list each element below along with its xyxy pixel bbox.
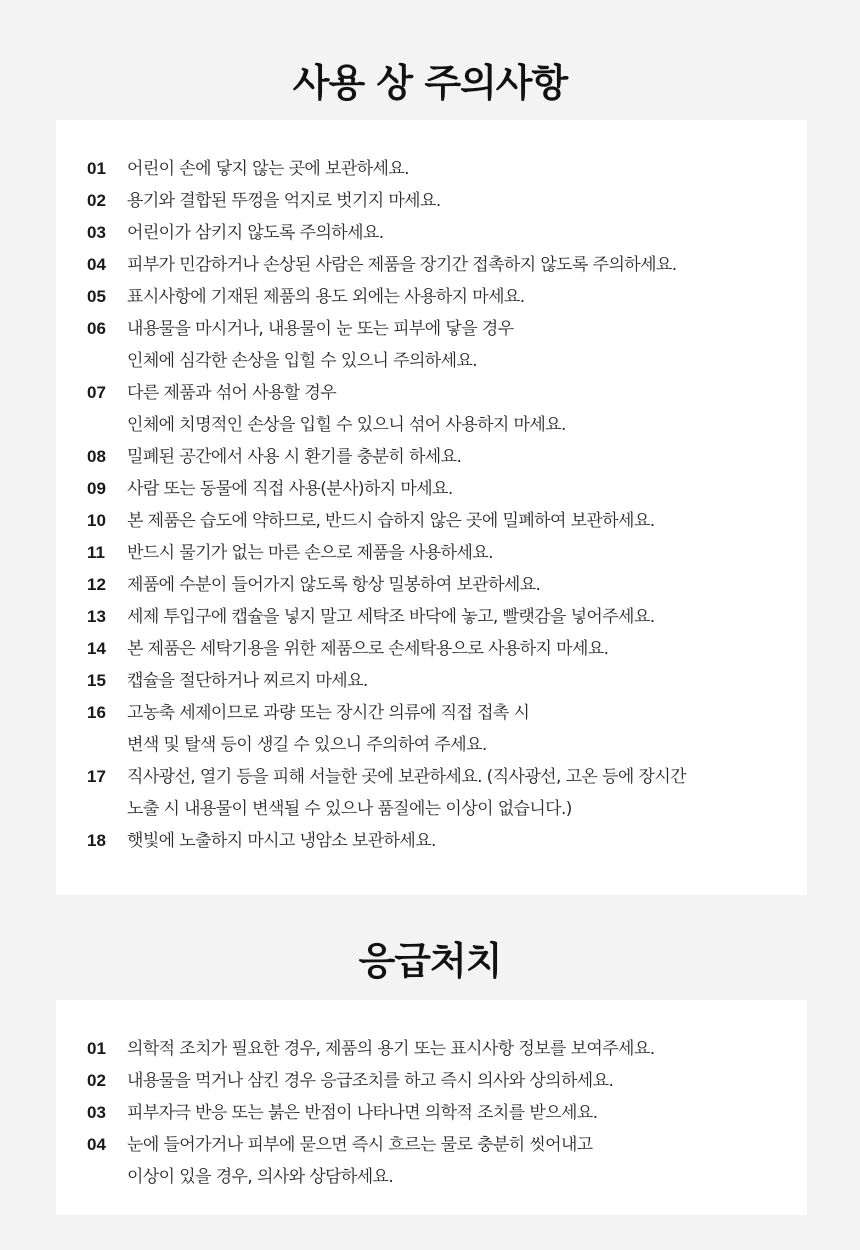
list-item <box>87 665 686 697</box>
item-text <box>127 697 529 761</box>
item-text-line: 본 제품은 세탁기용을 위한 제품으로 손세탁용으로 사용하지 마세요. <box>127 639 609 659</box>
item-number: 17 <box>87 767 106 786</box>
item-text-line: 직사광선, 열기 등을 피해 서늘한 곳에 보관하세요. (직사광선, 고온 등에 장시간 <box>127 767 686 787</box>
first-aid-list <box>87 1033 655 1193</box>
item-text-line: 고농축 세제이므로 과량 또는 장시간 의류에 직접 접촉 시 <box>127 703 530 723</box>
list-item <box>87 825 686 857</box>
item-text <box>127 1129 593 1193</box>
item-number: 03 <box>87 223 106 242</box>
item-text <box>127 281 525 313</box>
item-number: 01 <box>87 159 106 178</box>
item-text <box>127 377 566 441</box>
item-number: 18 <box>87 831 106 850</box>
item-number: 11 <box>87 543 105 562</box>
list-item <box>87 473 686 505</box>
list-item <box>87 1097 655 1129</box>
item-number: 15 <box>87 671 106 690</box>
item-text-line: 햇빛에 노출하지 마시고 냉암소 보관하세요. <box>127 831 436 851</box>
item-text-line: 캡슐을 절단하거나 찌르지 마세요. <box>127 671 368 691</box>
list-item <box>87 313 686 377</box>
item-text <box>127 249 677 281</box>
item-text <box>127 1097 597 1129</box>
item-number: 04 <box>87 1135 106 1154</box>
list-item <box>87 633 686 665</box>
item-text-line: 노출 시 내용물이 변색될 수 있으나 품질에는 이상이 없습니다.) <box>127 799 572 819</box>
list-item <box>87 153 686 185</box>
list-item <box>87 505 686 537</box>
item-text <box>127 1065 613 1097</box>
item-text <box>127 633 608 665</box>
item-text-line: 세제 투입구에 캡슐을 넣지 말고 세탁조 바닥에 놓고, 빨랫감을 넣어주세요. <box>127 607 655 627</box>
list-item <box>87 1065 655 1097</box>
item-number: 09 <box>87 479 106 498</box>
list-item <box>87 1129 655 1193</box>
item-text-line: 어린이가 삼키지 않도록 주의하세요. <box>127 223 384 243</box>
list-item <box>87 377 686 441</box>
item-number: 03 <box>87 1103 106 1122</box>
item-number: 02 <box>87 1071 106 1090</box>
item-text-line: 밀폐된 공간에서 사용 시 환기를 충분히 하세요. <box>127 447 462 467</box>
list-item <box>87 441 686 473</box>
item-text-line: 피부자극 반응 또는 붉은 반점이 나타나면 의학적 조치를 받으세요. <box>127 1103 598 1123</box>
list-item <box>87 697 686 761</box>
item-number: 05 <box>87 287 106 306</box>
item-number: 07 <box>87 383 106 402</box>
item-text-line: 어린이 손에 닿지 않는 곳에 보관하세요. <box>127 159 409 179</box>
precautions-title: 사용 상 주의사항 <box>292 61 568 105</box>
item-text <box>127 665 368 697</box>
item-text-line: 눈에 들어가거나 피부에 묻으면 즉시 흐르는 물로 충분히 씻어내고 <box>127 1135 593 1155</box>
item-text-line: 반드시 물기가 없는 마른 손으로 제품을 사용하세요. <box>127 543 493 563</box>
first-aid-panel <box>56 1000 807 1215</box>
list-item <box>87 1033 655 1065</box>
precautions-panel <box>56 120 807 895</box>
precautions-list <box>87 153 686 857</box>
item-text-line: 용기와 결합된 뚜껑을 억지로 벗기지 마세요. <box>127 191 441 211</box>
item-text <box>127 313 514 377</box>
item-text-line: 본 제품은 습도에 약하므로, 반드시 습하지 않은 곳에 밀폐하여 보관하세요. <box>127 511 655 531</box>
item-text <box>127 601 655 633</box>
list-item <box>87 761 686 825</box>
item-text <box>127 569 540 601</box>
item-number: 12 <box>87 575 106 594</box>
item-number: 16 <box>87 703 106 722</box>
item-text <box>127 217 384 249</box>
item-number: 01 <box>87 1039 106 1058</box>
item-text <box>127 473 453 505</box>
list-item <box>87 249 686 281</box>
item-text <box>127 441 461 473</box>
list-item <box>87 281 686 313</box>
list-item <box>87 537 686 569</box>
item-text-line: 피부가 민감하거나 손상된 사람은 제품을 장기간 접촉하지 않도록 주의하세요. <box>127 255 677 275</box>
item-text-line: 인체에 심각한 손상을 입힐 수 있으니 주의하세요. <box>127 351 478 371</box>
item-text <box>127 505 655 537</box>
item-text <box>127 825 436 857</box>
list-item <box>87 569 686 601</box>
list-item <box>87 185 686 217</box>
item-number: 02 <box>87 191 106 210</box>
list-item <box>87 601 686 633</box>
item-text-line: 표시사항에 기재된 제품의 용도 외에는 사용하지 마세요. <box>127 287 525 307</box>
item-number: 08 <box>87 447 106 466</box>
item-text-line: 제품에 수분이 들어가지 않도록 항상 밀봉하여 보관하세요. <box>127 575 541 595</box>
item-text-line: 다른 제품과 섞어 사용할 경우 <box>127 383 337 403</box>
item-text <box>127 153 409 185</box>
item-text-line: 내용물을 마시거나, 내용물이 눈 또는 피부에 닿을 경우 <box>127 319 514 339</box>
item-number: 10 <box>87 511 106 530</box>
item-number: 13 <box>87 607 106 626</box>
item-text-line: 의학적 조치가 필요한 경우, 제품의 용기 또는 표시사항 정보를 보여주세요. <box>127 1039 655 1059</box>
item-number: 06 <box>87 319 106 338</box>
list-item <box>87 217 686 249</box>
item-number: 14 <box>87 639 106 658</box>
item-text <box>127 761 686 825</box>
item-text-line: 사람 또는 동물에 직접 사용(분사)하지 마세요. <box>127 479 453 499</box>
item-text-line: 인체에 치명적인 손상을 입힐 수 있으니 섞어 사용하지 마세요. <box>127 415 566 435</box>
item-number: 04 <box>87 255 106 274</box>
item-text-line: 내용물을 먹거나 삼킨 경우 응급조치를 하고 즉시 의사와 상의하세요. <box>127 1071 614 1091</box>
item-text <box>127 1033 655 1065</box>
item-text-line: 변색 및 탈색 등이 생길 수 있으니 주의하여 주세요. <box>127 735 487 755</box>
item-text <box>127 537 493 569</box>
item-text <box>127 185 441 217</box>
first-aid-title: 응급처치 <box>358 939 502 983</box>
item-text-line: 이상이 있을 경우, 의사와 상담하세요. <box>127 1167 394 1187</box>
